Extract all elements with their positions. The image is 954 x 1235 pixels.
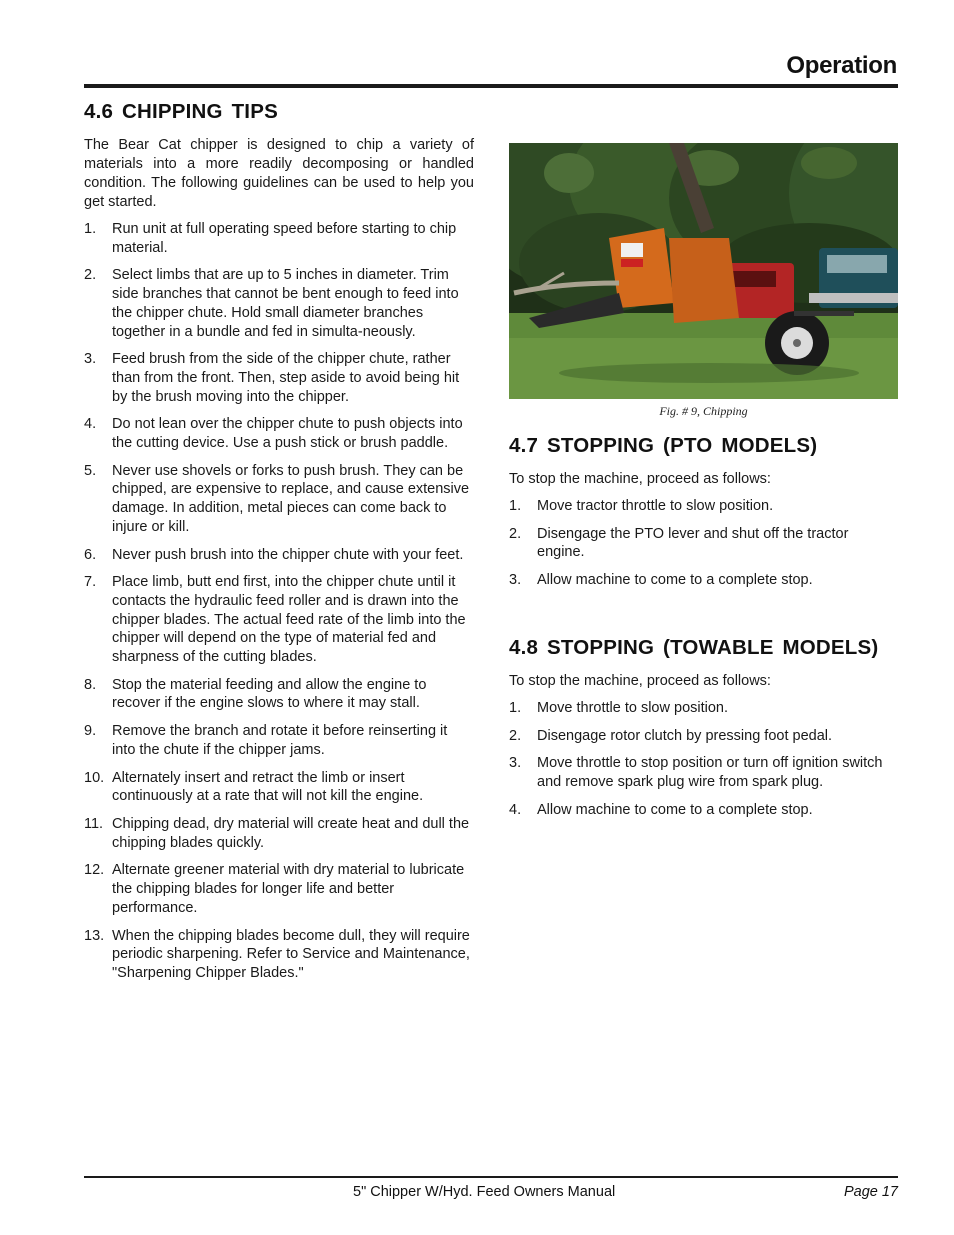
list-item: 6. Never push brush into the chipper chute with your feet. (84, 546, 464, 563)
list-item: 11. Chipping dead, dry material will create heat and dull the chipping blades quickly. (84, 815, 470, 851)
list-item: 9. Remove the branch and rotate it before reinserting it into the chute if the chipper jams. (84, 723, 448, 758)
list-item: 2. Disengage rotor clutch by pressing foot pedal. (509, 727, 833, 744)
list-item: 5. Never use shovels or forks to push brush. They can be chipped, are expensive to replace, and cause extensive damage. In addition, metal pieces can come back to injure or kill. (84, 462, 470, 535)
footer-rule (84, 1176, 898, 1178)
list-item: 2. Disengage the PTO lever and shut off the tractor engine. (509, 525, 849, 561)
towable-steps-list (509, 699, 898, 820)
header-rule (84, 84, 898, 88)
list-item: 13. When the chipping blades become dull, they will require periodic sharpening. Refer to Service and Maintenance, "Sharpening Chipper Blades." (84, 927, 470, 981)
chipping-intro: The Bear Cat chipper is designed to chip a variety of materials into a more readily decomposing or handled condition. The following guidelines can be used to help you get started. (84, 137, 474, 210)
chipping-tips-list (84, 220, 474, 983)
chipper-illustration (509, 143, 898, 399)
list-item: 4. Allow machine to come to a complete stop. (509, 801, 813, 818)
list-item: 3. Move throttle to stop position or turn off ignition switch and remove spark plug wire from spark plug. (509, 755, 883, 790)
list-item: 1. Move throttle to slow position. (509, 699, 729, 716)
list-item: 1. Move tractor throttle to slow position. (509, 498, 774, 514)
footer-manual-title: 5" Chipper W/Hyd. Feed Owners Manual (353, 1184, 616, 1200)
section-title-stopping-towable: 4.8 STOPPING (TOWABLE MODELS) (509, 635, 879, 659)
section-title-chipping-tips: 4.6 CHIPPING TIPS (84, 100, 278, 123)
towable-intro: To stop the machine, proceed as follows: (509, 672, 771, 689)
list-item: 1. Run unit at full operating speed before starting to chip material. (84, 221, 457, 256)
left-column (84, 100, 474, 992)
chipper-photo (509, 143, 898, 399)
page-header-title: Operation (786, 52, 897, 79)
list-item: 4. Do not lean over the chipper chute to push objects into the cutting device. Use a push stick or brush paddle. (84, 416, 463, 452)
pto-intro: To stop the machine, proceed as follows: (509, 471, 771, 487)
list-item: 10. Alternately insert and retract the limb or insert continuously at a rate that will not kill the engine. (84, 769, 424, 805)
footer-page-number: Page 17 (843, 1184, 898, 1200)
pto-steps-list (509, 497, 898, 590)
list-item: 12. Alternate greener material with dry material to lubricate the chipping blades for longer life and better performance. (84, 862, 465, 916)
list-item: 7. Place limb, butt end first, into the chipper chute until it contacts the hydraulic feed roller and is drawn into the chipper blades. The actual feed rate of the limb into the chipper will depend on the type of material fed and sharpness of the cutting blades. (84, 574, 466, 666)
list-item: 3. Feed brush from the side of the chipper chute, rather than from the front. Then, step aside to avoid being hit by the brush moving into the chipper. (84, 351, 460, 405)
right-column (509, 100, 898, 828)
figure-caption: Fig. # 9, Chipping (659, 404, 748, 418)
section-title-stopping-pto: 4.7 STOPPING (PTO MODELS) (509, 434, 818, 457)
list-item: 8. Stop the material feeding and allow the engine to recover if the engine slows to where it may stall. (84, 676, 427, 712)
list-item: 2. Select limbs that are up to 5 inches in diameter. Trim side branches that cannot be bent enough to feed into the chipper chute. Hold small diameter branches together in a bundle and fed in simulta-neously. (84, 267, 459, 340)
list-item: 3. Allow machine to come to a complete stop. (509, 572, 813, 589)
